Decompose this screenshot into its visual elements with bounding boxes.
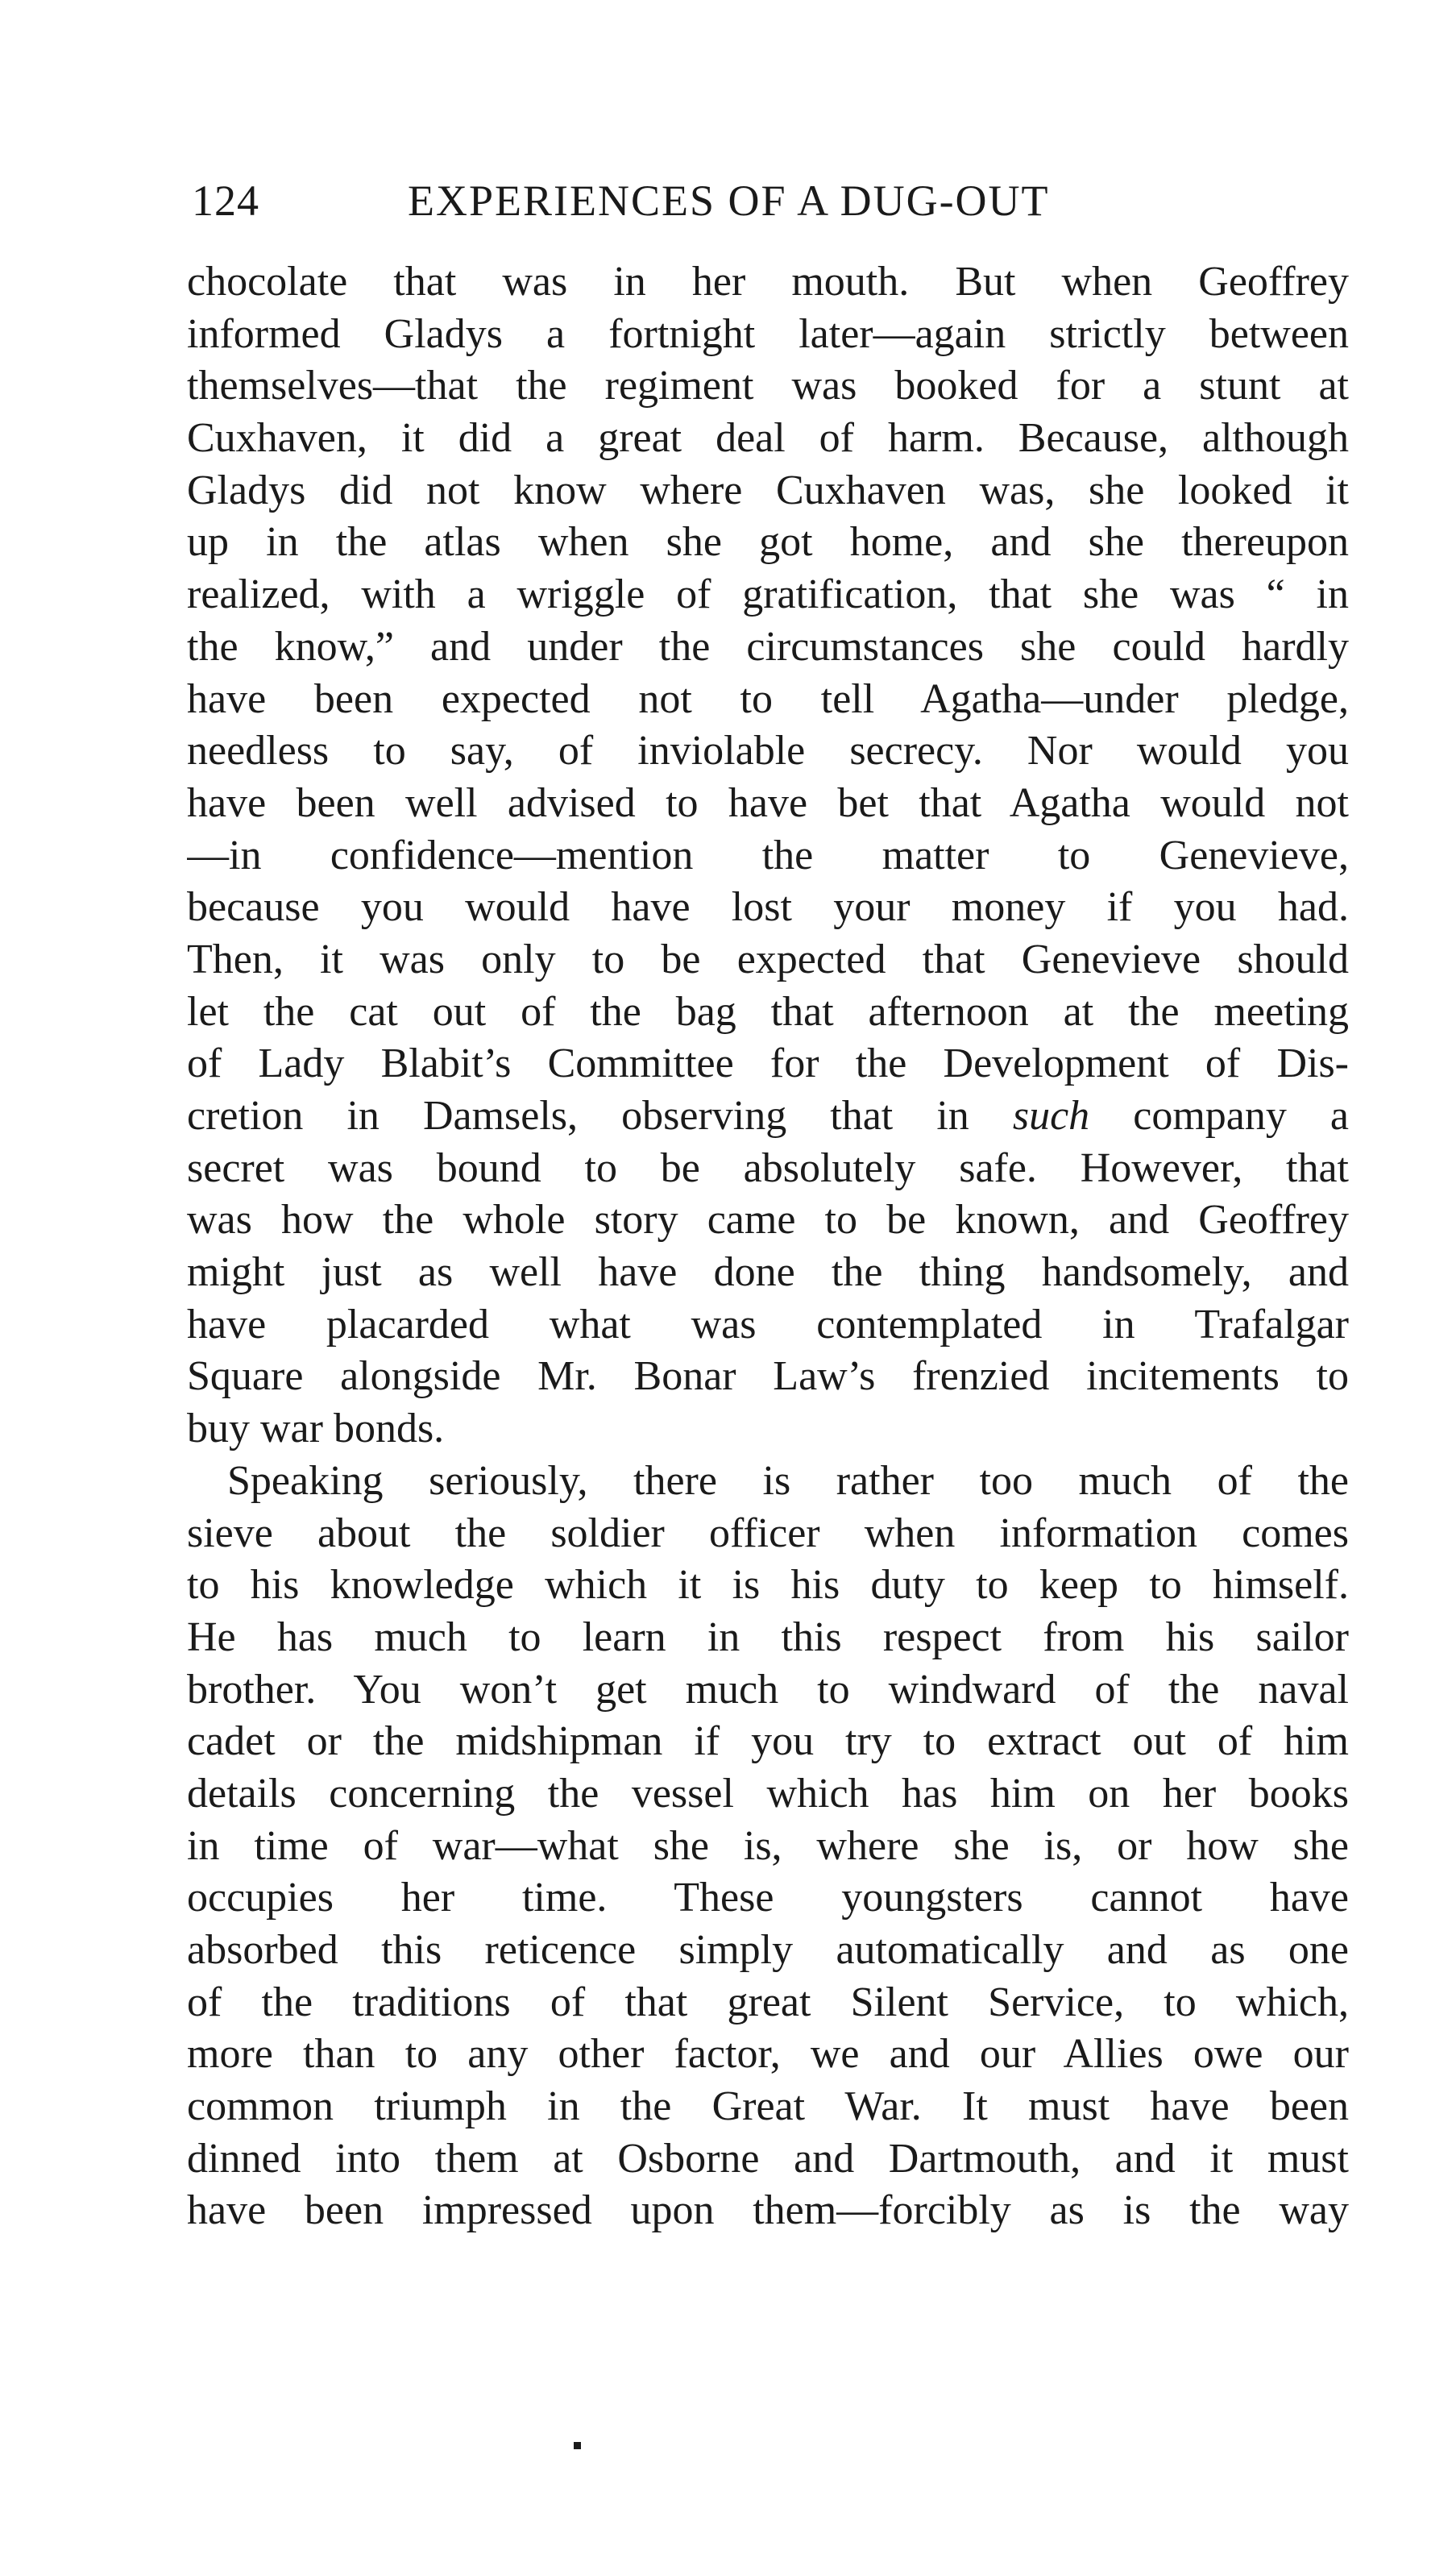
text-line: chocolate that was in her mouth. But when Geoffrey bbox=[187, 259, 1349, 305]
text-line: was how the whole story came to be known, and Geoffrey bbox=[187, 1197, 1349, 1244]
text-line: let the cat out of the bag that afternoon at the meeting bbox=[187, 988, 1349, 1035]
text-line: more than to any other factor, we and our Allies owe our bbox=[187, 2031, 1349, 2078]
page-number: 124 bbox=[192, 176, 259, 225]
text-line-with-italic bbox=[187, 1090, 1349, 1143]
text-line: Square alongside Mr. Bonar Law’s frenzied incitements to bbox=[187, 1353, 1349, 1400]
text-line: have been impressed upon them—forcibly as is the way bbox=[187, 2187, 1349, 2234]
text-line: secret was bound to be absolutely safe. However, that bbox=[187, 1144, 1349, 1191]
text-line-paragraph-end: buy war bonds. bbox=[187, 1406, 445, 1452]
text-line: Cuxhaven, it did a great deal of harm. Because, although bbox=[187, 415, 1349, 462]
text-line: dinned into them at Osborne and Dartmouth, and it must bbox=[187, 2135, 1349, 2182]
text-line: have been expected not to tell Agatha—under pledge, bbox=[187, 675, 1349, 722]
text-line: of the traditions of that great Silent Service, to which, bbox=[187, 1979, 1349, 2025]
text-line: because you would have lost your money if you had. bbox=[187, 884, 1349, 931]
text-line: themselves—that the regiment was booked for a stunt at bbox=[187, 363, 1349, 409]
text-line: cadet or the midshipman if you try to extract out of him bbox=[187, 1718, 1349, 1765]
text-line: informed Gladys a fortnight later—again strictly between bbox=[187, 310, 1349, 357]
text-line: have placarded what was contemplated in Trafalgar bbox=[187, 1301, 1349, 1348]
text-line: —in confidence—mention the matter to Genevieve, bbox=[187, 832, 1349, 878]
text-line: the know,” and under the circumstances she could hardly bbox=[187, 623, 1349, 670]
text-line: of Lady Blabit’s Committee for the Development of Dis- bbox=[187, 1040, 1349, 1087]
italic-word: such bbox=[1012, 1093, 1090, 1139]
line-start: cretion in Damsels, observing that in bbox=[187, 1093, 969, 1139]
body-text bbox=[187, 256, 1349, 2237]
text-line: details concerning the vessel which has him on her books bbox=[187, 1770, 1349, 1817]
text-line: occupies her time. These youngsters cannot have bbox=[187, 1875, 1349, 1921]
text-line: Then, it was only to be expected that Genevieve should bbox=[187, 936, 1349, 982]
text-line: in time of war—what she is, where she is, or how she bbox=[187, 1822, 1349, 1869]
book-title: EXPERIENCES OF A DUG-OUT bbox=[408, 176, 1050, 225]
text-line: absorbed this reticence simply automatically and as one bbox=[187, 1927, 1349, 1973]
text-line: to his knowledge which it is his duty to keep to himself. bbox=[187, 1562, 1349, 1609]
text-line: brother. You won’t get much to windward of the naval bbox=[187, 1666, 1349, 1713]
text-line: Gladys did not know where Cuxhaven was, she looked it bbox=[187, 467, 1349, 513]
running-head bbox=[192, 176, 1355, 232]
text-line: up in the atlas when she got home, and she thereupon bbox=[187, 519, 1349, 566]
text-line: needless to say, of inviolable secrecy. Nor would you bbox=[187, 728, 1349, 775]
text-line: common triumph in the Great War. It must have been bbox=[187, 2083, 1349, 2130]
text-line: have been well advised to have bet that Agatha would not bbox=[187, 779, 1349, 826]
signature-mark bbox=[574, 2442, 581, 2449]
text-line-paragraph-start: Speaking seriously, there is rather too much of the bbox=[227, 1457, 1349, 1504]
text-line: might just as well have done the thing handsomely, and bbox=[187, 1249, 1349, 1296]
text-line: realized, with a wriggle of gratification, that she was “ in bbox=[187, 571, 1349, 618]
line-end: company a bbox=[1133, 1093, 1349, 1139]
text-line: sieve about the soldier officer when information comes bbox=[187, 1510, 1349, 1556]
text-line: He has much to learn in this respect from his sailor bbox=[187, 1613, 1349, 1660]
